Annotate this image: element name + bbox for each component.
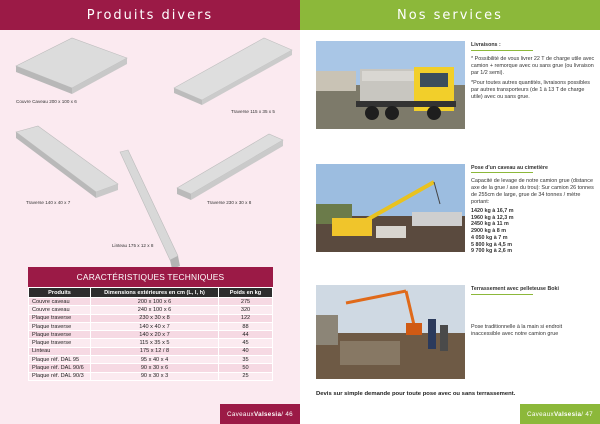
load-capacity-item: 5 800 kg à 4,5 m	[471, 241, 513, 248]
weight-cell: 275	[219, 298, 273, 306]
product-cell: Couvre caveau	[29, 298, 91, 306]
excavator-photo	[316, 285, 465, 379]
load-capacity-item: 9 700 kg à 2,6 m	[471, 248, 513, 255]
weight-cell: 122	[219, 314, 273, 322]
weight-cell: 50	[219, 364, 273, 372]
technical-table	[28, 267, 273, 381]
table-row	[29, 347, 273, 355]
table-row	[29, 356, 273, 364]
weight-cell: 320	[219, 306, 273, 314]
left-page-header: Produits divers	[0, 0, 300, 30]
table-row	[29, 314, 273, 322]
table-row	[29, 298, 273, 306]
dimensions-cell: 240 x 100 x 6	[91, 306, 219, 314]
product-cell: Plaque traverse	[29, 331, 91, 339]
right-page	[300, 0, 600, 424]
left-page-footer	[220, 404, 300, 424]
service-paragraph: Capacité de levage de notre camion grue (distance axe de la grue / axe du trou): Sur camion 26 tonnes de 255cm de large, grue de 34 tonnes / mètre portant:	[471, 178, 594, 205]
load-capacity-list	[471, 208, 596, 255]
specs-table	[28, 287, 273, 381]
footer-brand-bold: Valsesia	[253, 410, 282, 418]
column-header: Dimensions extérieures en cm (L, l, h)	[91, 288, 219, 298]
column-header: Poids en kg	[219, 288, 273, 298]
couvre-caveau-image	[14, 36, 129, 98]
dimensions-cell: 230 x 30 x 8	[91, 314, 219, 322]
right-page-footer	[520, 404, 600, 424]
footer-brand: Caveaux	[227, 410, 254, 418]
dimensions-cell: 90 x 30 x 3	[91, 372, 219, 380]
service-title: Livraisons :	[471, 42, 501, 48]
load-capacity-item: 2450 kg à 11 m	[471, 221, 509, 228]
product-cell: Plaque réf. DAL 90/6	[29, 364, 91, 372]
service-description	[471, 56, 596, 104]
footer-page-number: / 46	[281, 410, 293, 418]
product-cell: Plaque traverse	[29, 339, 91, 347]
table-title: CARACTÉRISTIQUES TECHNIQUES	[28, 267, 273, 287]
product-label: Traverse 140 x 40 x 7	[26, 200, 71, 205]
load-capacity-item: 4 050 kg à 7 m	[471, 234, 508, 241]
crane-truck-photo	[316, 164, 465, 252]
load-capacity-item: 1960 kg à 12,3 m	[471, 214, 514, 221]
product-cell: Plaque réf. DAL 95	[29, 356, 91, 364]
traverse-230-image	[175, 132, 287, 202]
table-row	[29, 364, 273, 372]
dimensions-cell: 95 x 40 x 4	[91, 356, 219, 364]
dimensions-cell: 140 x 40 x 7	[91, 322, 219, 330]
load-capacity-item: 1420 kg à 16,7 m	[471, 208, 514, 214]
service-paragraph: * Possibilité de vous livrer 22 T de charge utile avec camion + remorque avec ou sans grue (ou livraison par 1/2 semi).	[471, 56, 595, 76]
service-title: Terrassement avec pelleteuse Boki	[471, 286, 559, 292]
product-label: Traverse 115 x 35 x 5	[231, 109, 275, 114]
service-description	[471, 324, 571, 341]
service-divider	[471, 294, 533, 295]
column-header: Produits	[29, 288, 91, 298]
traverse-115-image	[170, 36, 295, 108]
product-cell: Plaque réf. DAL 90/3	[29, 372, 91, 380]
footer-brand: Caveaux	[527, 410, 554, 418]
footer-page-number: / 47	[581, 410, 593, 418]
traverse-140-image	[14, 124, 122, 200]
product-cell: Plaque traverse	[29, 314, 91, 322]
product-cell: Couvre caveau	[29, 306, 91, 314]
service-divider	[471, 50, 533, 51]
weight-cell: 44	[219, 331, 273, 339]
service-description	[471, 178, 596, 255]
dimensions-cell: 140 x 20 x 7	[91, 331, 219, 339]
load-capacity-item: 2900 kg à 8 m	[471, 228, 507, 235]
service-paragraph: *Pour toutes autres quantités, livraisons possibles par autres transporteurs (de 1 à 13 T de charge utile) avec ou sans grue.	[471, 80, 590, 100]
product-cell: Plaque traverse	[29, 322, 91, 330]
table-row	[29, 331, 273, 339]
delivery-truck-photo	[316, 41, 465, 129]
dimensions-cell: 200 x 100 x 6	[91, 298, 219, 306]
weight-cell: 88	[219, 322, 273, 330]
service-divider	[471, 172, 533, 173]
table-row	[29, 322, 273, 330]
product-label: Traverse 230 x 30 x 8	[207, 200, 252, 205]
product-label: Linteau 175 x 12 x 8	[112, 243, 154, 248]
weight-cell: 35	[219, 356, 273, 364]
weight-cell: 40	[219, 347, 273, 355]
product-cell: Linteau	[29, 347, 91, 355]
product-label: Couvre Caveau 200 x 100 x 6	[16, 99, 77, 104]
weight-cell: 25	[219, 372, 273, 380]
dimensions-cell: 175 x 12 / 8	[91, 347, 219, 355]
table-row	[29, 339, 273, 347]
products-illustration	[0, 30, 300, 262]
footer-brand-bold: Valsesia	[553, 410, 582, 418]
table-row	[29, 306, 273, 314]
dimensions-cell: 115 x 35 x 5	[91, 339, 219, 347]
quote-note: Devis sur simple demande pour toute pose avec ou sans terrassement.	[316, 391, 516, 397]
dimensions-cell: 90 x 30 x 6	[91, 364, 219, 372]
table-row	[29, 372, 273, 380]
service-paragraph: Pose traditionnelle à la main si endroit inaccessible avec notre camion grue	[471, 324, 563, 337]
right-page-header: Nos services	[300, 0, 600, 30]
weight-cell: 45	[219, 339, 273, 347]
service-title: Pose d'un caveau au cimetière	[471, 165, 548, 171]
